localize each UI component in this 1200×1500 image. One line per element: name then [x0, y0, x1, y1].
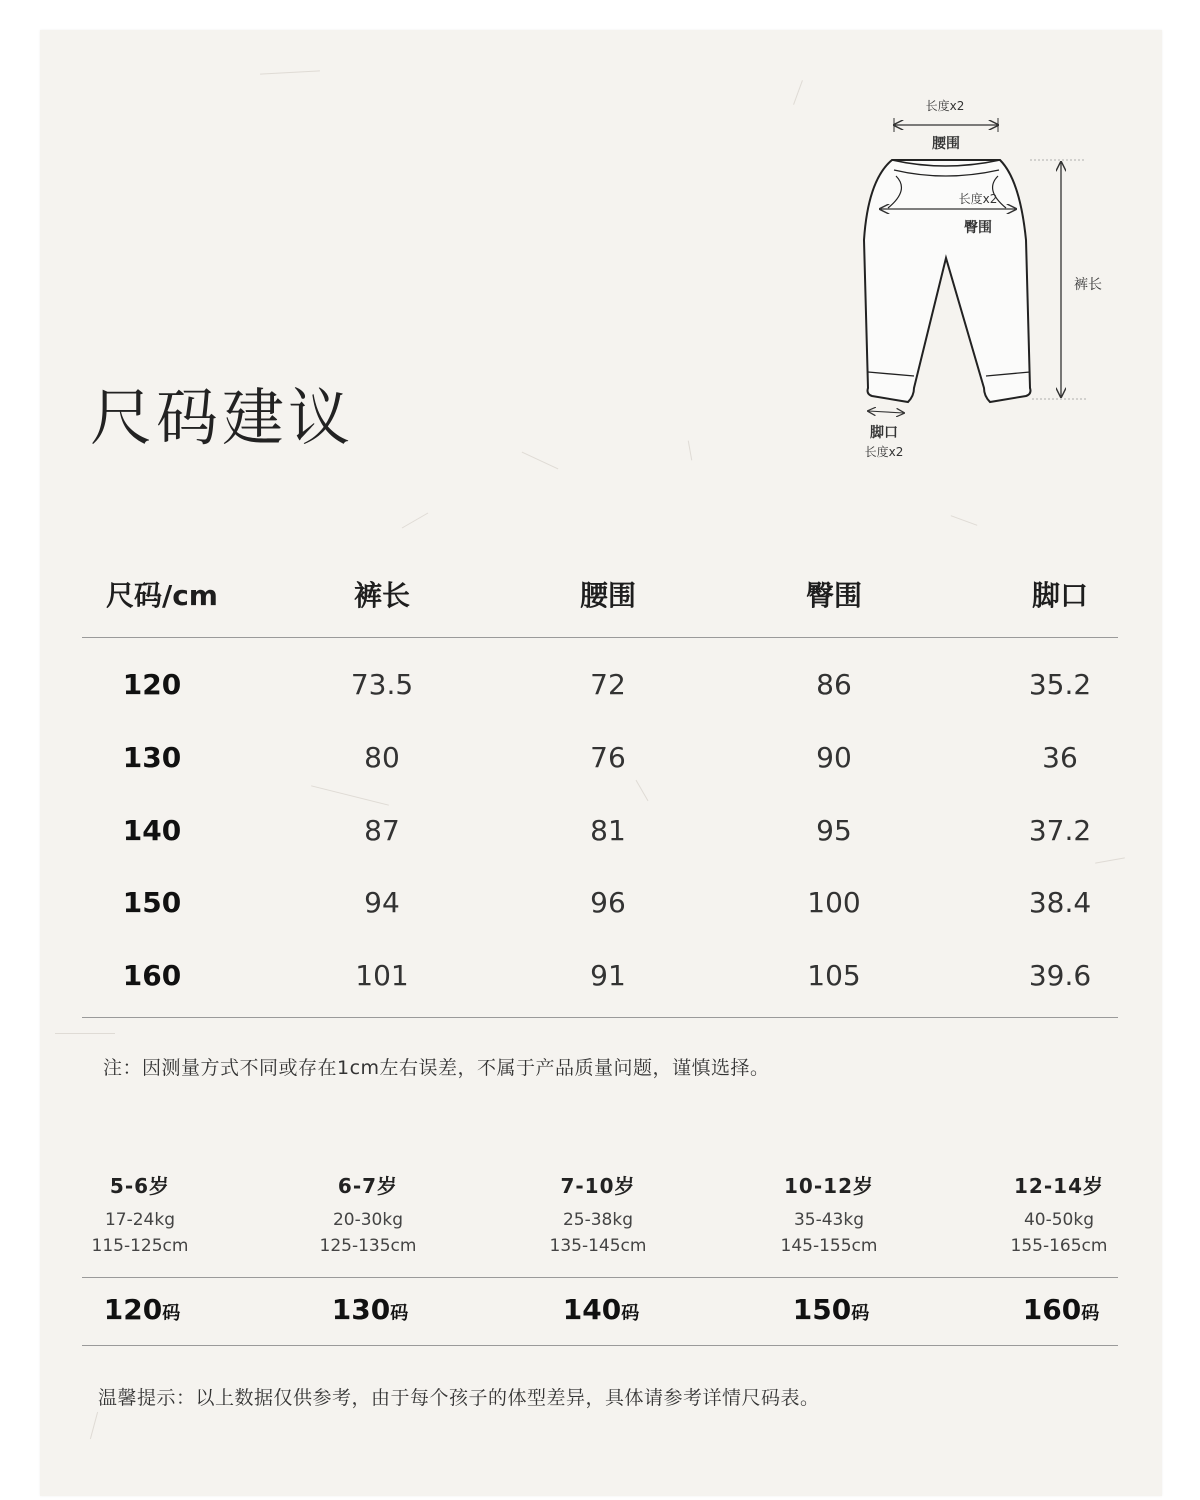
- waist-label: 腰围: [932, 136, 960, 152]
- table-row: 120 73.5 72 86 35.2: [122, 668, 1092, 701]
- table-row: 130 80 76 90 36: [122, 741, 1078, 774]
- length-label: 裤长: [1074, 277, 1102, 293]
- recommend-divider-bottom: [82, 1345, 1118, 1346]
- header-cuff: 脚口: [1031, 579, 1088, 612]
- header-size: 尺码/cm: [105, 579, 218, 612]
- cuff-label: 脚口: [870, 425, 898, 441]
- pants-diagram: [850, 90, 1120, 470]
- waist-length-label: 长度x2: [925, 99, 965, 113]
- hip-label: 臀围: [964, 220, 992, 236]
- header-waist: 腰围: [579, 579, 636, 612]
- table-bottom-divider: [82, 1017, 1118, 1018]
- table-top-divider: [82, 637, 1118, 638]
- age-group: 6-7岁 20-30kg 125-135cm: [319, 1174, 417, 1256]
- page-title: 尺码建议: [90, 381, 355, 454]
- cuff-arrow: [868, 411, 904, 413]
- recommended-size: 150码: [792, 1293, 870, 1326]
- recommended-size: 160码: [1022, 1293, 1100, 1326]
- recommended-size: 130码: [331, 1293, 409, 1326]
- age-group: 5-6岁 17-24kg 115-125cm: [91, 1174, 189, 1256]
- header-length: 裤长: [353, 579, 410, 612]
- recommended-size: 120码: [103, 1293, 181, 1326]
- hip-length-label: 长度x2: [958, 192, 998, 206]
- age-group: 7-10岁 25-38kg 135-145cm: [549, 1174, 647, 1256]
- measurement-note: 注：因测量方式不同或存在1cm左右误差，不属于产品质量问题，谨慎选择。: [103, 1057, 770, 1079]
- table-row: 140 87 81 95 37.2: [122, 814, 1092, 847]
- age-group: 10-12岁 35-43kg 145-155cm: [780, 1174, 878, 1256]
- pants-outline: [864, 160, 1031, 402]
- table-row: 160 101 91 105 39.6: [122, 959, 1092, 992]
- table-row: 150 94 96 100 38.4: [122, 886, 1092, 919]
- warm-tip: 温馨提示：以上数据仅供参考，由于每个孩子的体型差异，具体请参考详情尺码表。: [98, 1387, 820, 1409]
- recommended-size: 140码: [562, 1293, 640, 1326]
- size-table-header: [82, 570, 1118, 620]
- recommend-divider-top: [82, 1277, 1118, 1278]
- cuff-length-label: 长度x2: [864, 445, 904, 459]
- age-group: 12-14岁 40-50kg 155-165cm: [1010, 1174, 1108, 1256]
- header-hip: 臀围: [805, 579, 862, 612]
